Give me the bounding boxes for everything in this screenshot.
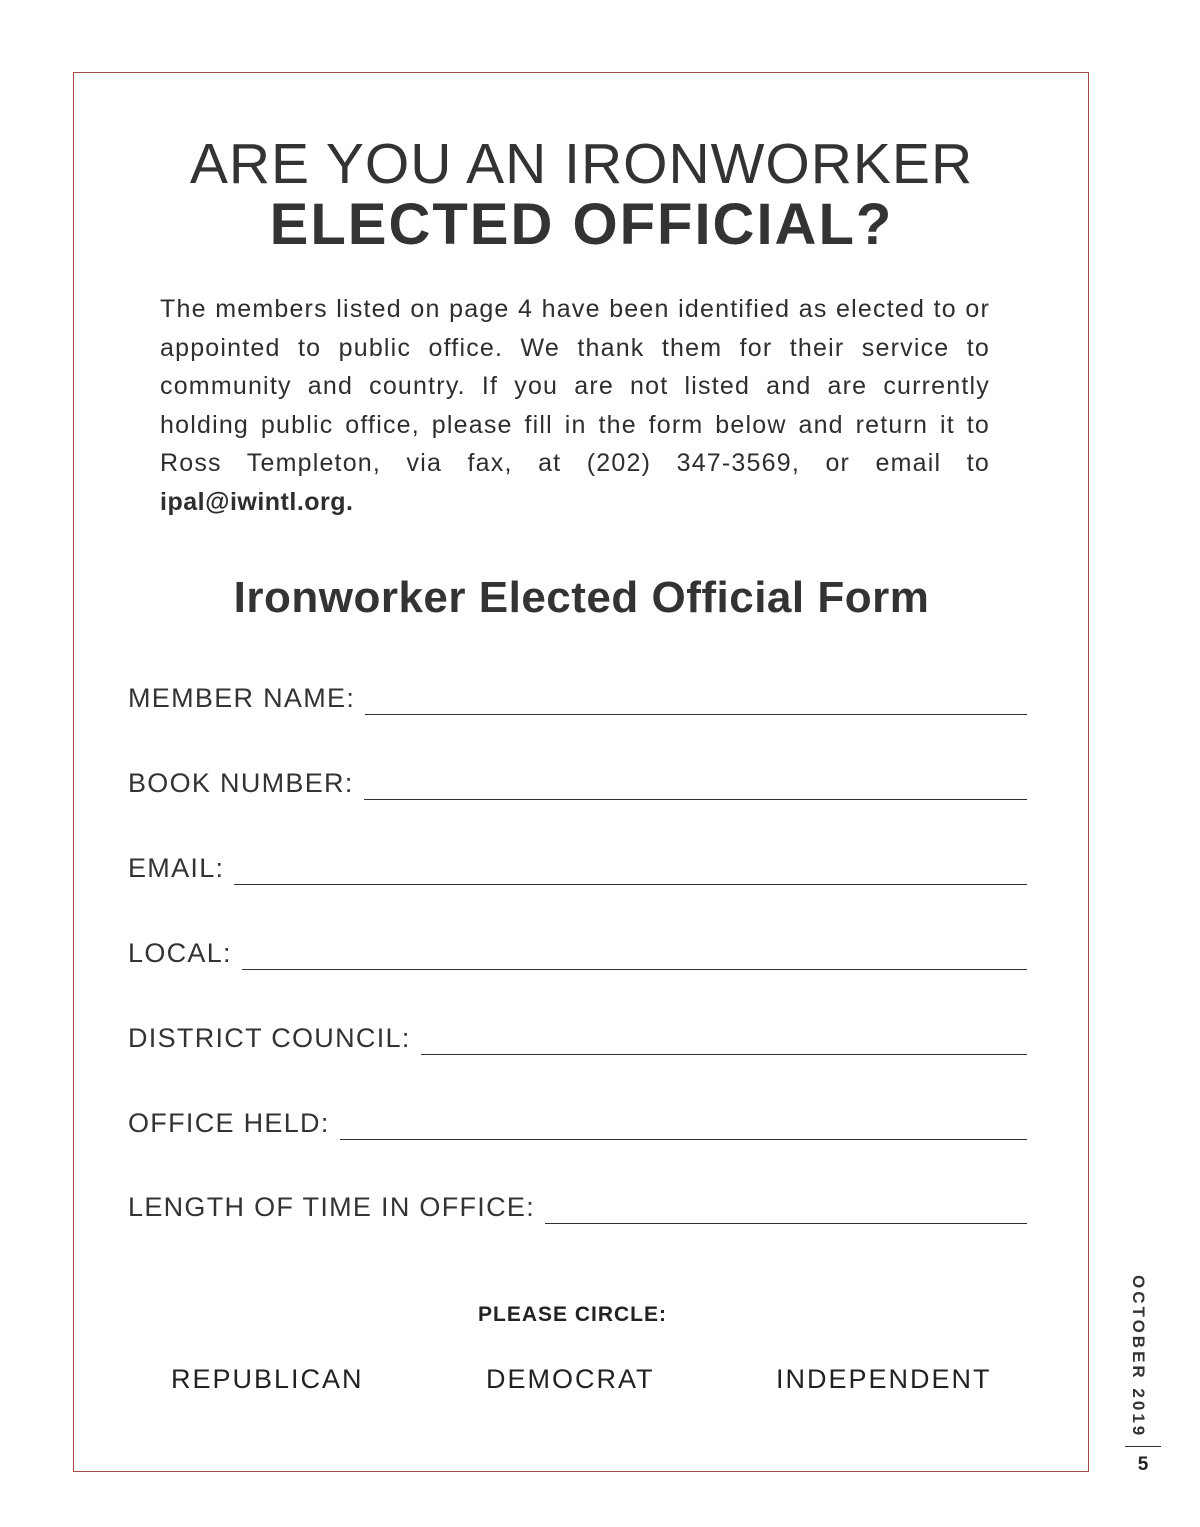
field-label: BOOK NUMBER: [128, 768, 354, 798]
member-name-field[interactable] [128, 675, 1027, 715]
party-option-independent[interactable]: INDEPENDENT [776, 1364, 992, 1394]
district-council-field[interactable] [128, 1015, 1027, 1055]
party-option-democrat[interactable]: DEMOCRAT [486, 1364, 655, 1394]
district-council-input-line[interactable] [421, 1053, 1027, 1055]
form-title: Ironworker Elected Official Form [233, 573, 930, 622]
please-circle-label: PLEASE CIRCLE: [477, 1303, 667, 1326]
heading-line-1: ARE YOU AN IRONWORKER [189, 132, 974, 196]
field-label: LOCAL: [128, 938, 232, 968]
email-input-line[interactable] [234, 883, 1027, 885]
page-number: 5 [1137, 1454, 1149, 1475]
party-option-republican[interactable]: REPUBLICAN [171, 1364, 364, 1394]
office-held-input-line[interactable] [340, 1138, 1027, 1140]
field-label: EMAIL: [128, 853, 225, 883]
member-name-input-line[interactable] [365, 713, 1027, 715]
book-number-field[interactable] [128, 760, 1027, 800]
field-label: MEMBER NAME: [128, 683, 356, 713]
intro-text: The members listed on page 4 have been identified as elected to or appointed to public office. We thank them for their service to community and country. If you are not listed and are currently holding public office, please fill in the form below and return it to Ross Templeton, via fax, at (202) 347-3569, or email to [160, 295, 990, 477]
footer-divider [1125, 1446, 1161, 1447]
field-label: OFFICE HELD: [128, 1108, 330, 1138]
field-label: DISTRICT COUNCIL: [128, 1023, 411, 1053]
length-of-time-field[interactable] [128, 1184, 1027, 1224]
intro-paragraph [160, 290, 990, 521]
contact-email[interactable]: ipal@iwintl.org. [160, 487, 354, 516]
field-label: LENGTH OF TIME IN OFFICE: [128, 1192, 536, 1222]
book-number-input-line[interactable] [364, 798, 1027, 800]
heading-line-2: ELECTED OFFICIAL? [269, 192, 894, 257]
length-of-time-input-line[interactable] [545, 1222, 1027, 1224]
local-field[interactable] [128, 930, 1027, 970]
local-input-line[interactable] [242, 968, 1027, 970]
office-held-field[interactable] [128, 1100, 1027, 1140]
issue-date: OCTOBER 2019 [1129, 1275, 1148, 1439]
email-field[interactable] [128, 845, 1027, 885]
